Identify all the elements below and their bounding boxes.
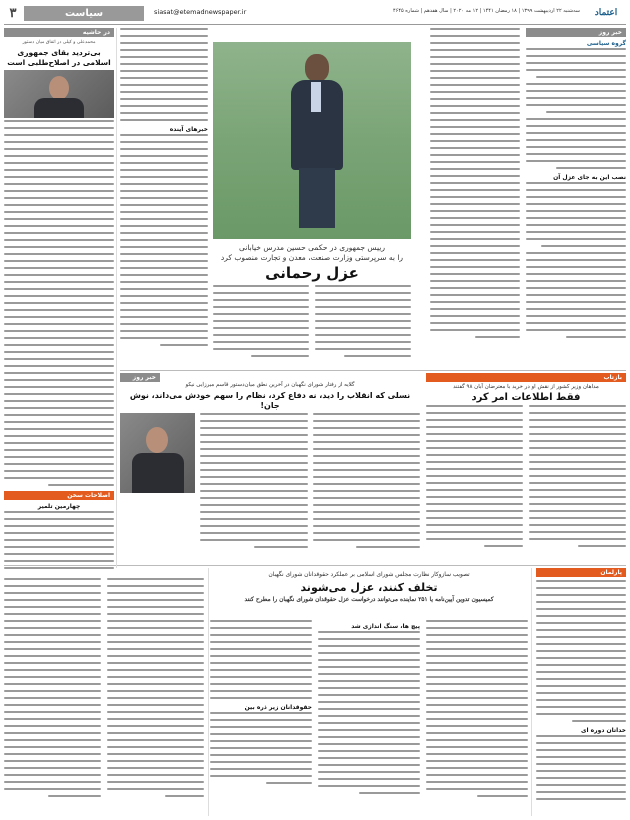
main-story-headline	[213, 243, 411, 283]
bottom-story-deck: کمیسیون تدوین آیین‌نامه یا ۲۵۱ نماینده می‌توانند درخواست عزل حقوقدان شورای نگهبان را مطرح کنند	[244, 597, 494, 603]
right-column	[526, 28, 626, 368]
baztab-tag: بازتاب	[426, 373, 626, 382]
main-story-body-left	[213, 285, 309, 365]
mid-story-tag: خبر روز	[120, 373, 160, 382]
bottom-story-body	[210, 620, 528, 816]
minister-figure	[291, 54, 346, 239]
page-number: ۳	[9, 6, 17, 21]
bottom-story-headline	[210, 572, 528, 604]
center-left-subhead: خبرهای آینده	[169, 126, 208, 133]
mid-story-headline: نسلی که انقلاب را دید، نه دفاع کرد، نظام را سهم خودش می‌داند، نوش جان!	[129, 391, 411, 410]
right-column-subtag: گروه سیاسی	[586, 40, 626, 47]
center-left-column	[120, 28, 208, 368]
bottom-story-title: تخلف کنند، عزل می‌شوند	[300, 581, 438, 594]
main-story-deck: را به سرپرستی وزارت صنعت، معدن و تجارت منصوب کرد	[220, 253, 404, 262]
left-column-kicker: محمدعلی و کیلی در اتفاق میان دستور	[22, 40, 96, 45]
main-story-title: عزل رحمانی	[265, 264, 359, 282]
right-column-subhead: نصب این به جای عزل آن	[553, 174, 626, 181]
left-column-tag: در حاشیه	[4, 28, 114, 37]
bottom-left-columns	[4, 578, 204, 816]
mid-story-photo	[120, 413, 195, 493]
left-column	[4, 28, 114, 573]
parliament-tag: پارلمان	[536, 568, 626, 577]
left-column-photo	[4, 70, 114, 118]
bottom-story-kicker: تصویب سازوکار نظارت مجلس شورای اسلامی بر عملکرد حقوقدانان شورای نگهبان	[268, 572, 470, 578]
mid-story	[120, 373, 420, 563]
baztab-headline: فقط اطلاعات امر کرد	[471, 392, 581, 403]
section-email[interactable]: siasat@etemadnewspaper.ir	[154, 8, 247, 16]
mid-story-kicker: گلایه از رفتار شورای نگهبان در آخرین نطق میان‌دستور قاسم میرزایی نیکو	[185, 382, 355, 388]
parliament-subhead: خداتان دوره ای	[580, 727, 626, 734]
right-column-tag: خبر روز	[526, 28, 626, 37]
baztab-story	[426, 373, 626, 563]
left-column-subhead2: چهارمین تلمیر	[37, 503, 81, 510]
issue-info: سه‌شنبه ۲۲ اردیبهشت ۱۳۹۹ | ۱۸ رمضان ۱۴۴۱ | ۱۲ مه ۲۰۲۰ | سال هفدهم | شماره ۴۶۴۵	[392, 8, 580, 14]
right-column-text	[526, 48, 626, 169]
bottom-story-subhead2: حقوقدانان زیر ذره بین	[244, 704, 312, 711]
section-label: سیاست	[24, 6, 144, 21]
parliament-column	[536, 568, 626, 816]
left-column-headline: بی‌تردید بقای جمهوری اسلامی در اصلاح‌طلبی است	[7, 48, 111, 67]
baztab-kicker: مداهان وزیر کشور از نقش او در خرید با معترضان آبان ۹۸ گفتند	[453, 384, 599, 390]
bottom-story-subhead1: پیچ ها، سنگ اندازی شد	[351, 623, 420, 630]
right-inner-column	[430, 28, 520, 368]
main-story-photo	[213, 42, 411, 239]
left-column-tag2: اصلاحات سخن	[4, 491, 114, 500]
masthead	[4, 6, 626, 22]
main-story-body-right	[315, 285, 411, 365]
main-story-kicker: رییس جمهوری در حکمی حسین مدرس خیابانی	[239, 243, 385, 252]
newspaper-logo: اعتماد	[586, 6, 626, 21]
